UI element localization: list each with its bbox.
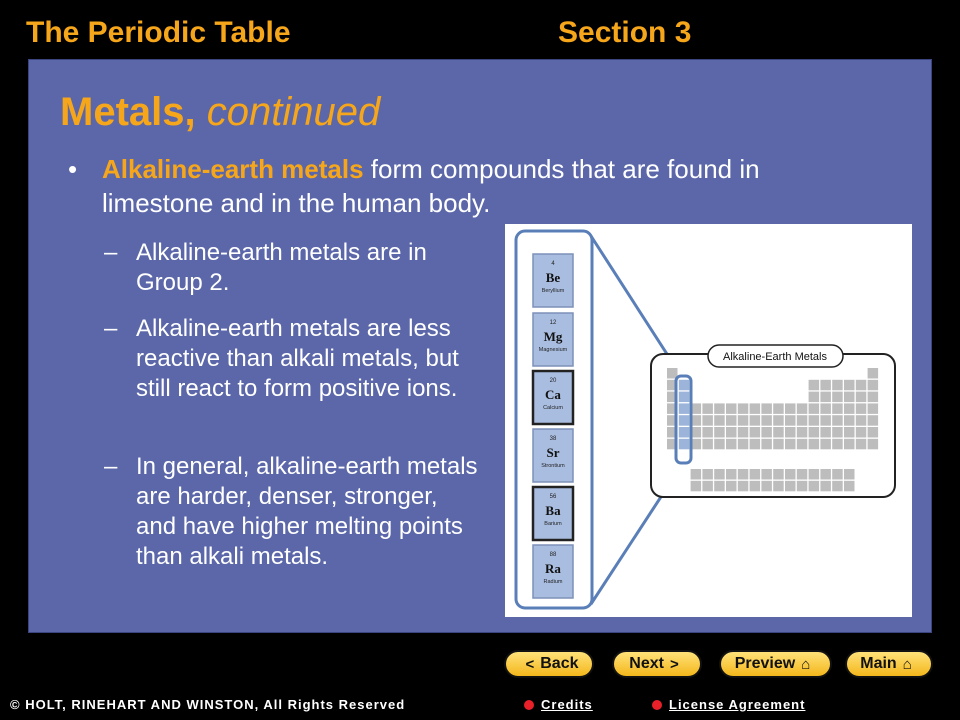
mini-table-cell <box>820 392 831 403</box>
mini-table-cell <box>844 481 855 492</box>
element-tile-be <box>533 254 573 307</box>
mini-table-cell <box>714 439 725 450</box>
mini-table-cell <box>868 403 879 414</box>
license-label: License Agreement <box>669 697 806 712</box>
mini-table-cell <box>761 469 772 480</box>
element-tile-ba <box>533 487 573 540</box>
mini-table-cell <box>726 403 737 414</box>
mini-table-cell <box>714 427 725 438</box>
mini-table-cell <box>809 427 820 438</box>
mini-table-cell <box>785 439 796 450</box>
element-symbol: Ba <box>545 503 561 518</box>
mini-table-cell <box>785 427 796 438</box>
mini-table-cell <box>679 403 690 414</box>
mini-table-cell <box>832 439 843 450</box>
mini-table-cell <box>856 415 867 426</box>
element-name: Beryllium <box>541 288 565 294</box>
element-number: 20 <box>549 378 557 384</box>
dash: – <box>104 239 118 266</box>
element-symbol: Mg <box>543 329 563 344</box>
credits-link[interactable] <box>524 697 593 712</box>
mini-table-cell <box>750 481 761 492</box>
sub-bullet-text: Alkaline-earth metals are less reactive than alkali metals, but still react to form positive ions. <box>136 315 459 402</box>
mini-table-cell <box>785 415 796 426</box>
element-number: 88 <box>549 552 557 558</box>
title-continued: continued <box>206 90 381 134</box>
mini-table-cell <box>773 469 784 480</box>
element-tile-ca <box>533 371 573 424</box>
home-icon: ⌂ <box>801 655 811 673</box>
mini-table-cell <box>714 469 725 480</box>
mini-table-cell <box>832 415 843 426</box>
mini-table-cell <box>738 439 749 450</box>
license-link[interactable] <box>652 697 805 712</box>
mini-table-cell <box>726 481 737 492</box>
mini-table-cell <box>738 415 749 426</box>
mini-table-cell <box>702 469 713 480</box>
mini-table-cell <box>832 392 843 403</box>
mini-table-cell <box>832 481 843 492</box>
mini-table-cell <box>679 380 690 391</box>
home-icon: ⌂ <box>902 655 912 673</box>
mini-table-cell <box>679 439 690 450</box>
mini-table-cell <box>738 481 749 492</box>
mini-table-cell <box>773 427 784 438</box>
mini-table-cell <box>797 403 808 414</box>
mini-table-cell <box>738 403 749 414</box>
mini-table-cell <box>702 415 713 426</box>
mini-table-cell <box>750 403 761 414</box>
mini-table-cell <box>797 439 808 450</box>
element-tile-mg <box>533 313 573 366</box>
periodic-table-figure <box>505 224 912 617</box>
back-button[interactable] <box>504 650 594 678</box>
section-number: Section 3 <box>558 16 692 49</box>
preview-label: Preview <box>734 655 796 672</box>
bullet-dot: • <box>68 154 78 184</box>
mini-table-cell <box>844 427 855 438</box>
mini-table-cell <box>773 439 784 450</box>
sub-bullet-text: In general, alkaline-earth metals are harder, denser, stronger, and have higher melting points than alkali metals. <box>136 453 478 570</box>
mini-table-cell <box>832 469 843 480</box>
sub-bullet-text: Alkaline-earth metals are in Group 2. <box>136 239 427 296</box>
arrow-left-icon: < <box>525 655 535 673</box>
mini-table-cell <box>761 427 772 438</box>
copyright-text: © HOLT, RINEHART AND WINSTON, All Rights Reserved <box>10 697 406 712</box>
main-label: Main <box>860 655 897 672</box>
mini-table-cell <box>809 392 820 403</box>
mini-table-cell <box>714 415 725 426</box>
mini-table-cell <box>868 392 879 403</box>
mini-table-cell <box>714 481 725 492</box>
mini-table-cell <box>820 415 831 426</box>
mini-table-cell <box>809 469 820 480</box>
mini-table-cell <box>761 403 772 414</box>
mini-table-cell <box>702 439 713 450</box>
element-number: 38 <box>549 436 557 442</box>
mini-table-cell <box>820 427 831 438</box>
arrow-right-icon: > <box>669 655 679 673</box>
mini-table-cell <box>809 439 820 450</box>
mini-table-cell <box>679 427 690 438</box>
mini-table-cell <box>726 427 737 438</box>
element-symbol: Sr <box>546 445 560 460</box>
mini-table-cell <box>832 427 843 438</box>
figure-label: Alkaline-Earth Metals <box>723 351 827 363</box>
main-button[interactable] <box>845 650 933 678</box>
mini-table-cell <box>773 481 784 492</box>
mini-table-cell <box>773 415 784 426</box>
mini-table-cell <box>761 415 772 426</box>
bullet-text <box>102 152 772 220</box>
mini-table-cell <box>856 392 867 403</box>
mini-table-cell <box>702 403 713 414</box>
bullet-dot-icon <box>524 700 534 710</box>
back-label: Back <box>540 655 579 672</box>
mini-table-cell <box>761 439 772 450</box>
mini-table-cell <box>761 481 772 492</box>
mini-table-cell <box>797 481 808 492</box>
mini-table-cell <box>691 469 702 480</box>
mini-table-cell <box>868 427 879 438</box>
mini-table-cell <box>844 439 855 450</box>
mini-table-cell <box>726 415 737 426</box>
credits-label: Credits <box>541 697 593 712</box>
mini-table-cell <box>844 392 855 403</box>
mini-table-cell <box>856 380 867 391</box>
next-label: Next <box>629 655 664 672</box>
mini-table-cell <box>797 415 808 426</box>
mini-table-cell <box>797 469 808 480</box>
mini-table-cell <box>832 403 843 414</box>
element-symbol: Ra <box>545 561 561 576</box>
element-symbol: Ca <box>545 387 561 402</box>
bullet-dot-icon <box>652 700 662 710</box>
mini-table-cell <box>844 403 855 414</box>
element-name: Barium <box>544 521 562 527</box>
title-main: Metals, <box>60 90 196 134</box>
mini-table-cell <box>750 427 761 438</box>
mini-table-cell <box>820 481 831 492</box>
dash: – <box>104 453 118 480</box>
element-tile-sr <box>533 429 573 482</box>
section-title: The Periodic Table <box>26 16 291 49</box>
preview-button[interactable] <box>719 650 832 678</box>
mini-table-cell <box>785 469 796 480</box>
element-name: Magnesium <box>538 347 568 353</box>
mini-table-cell <box>738 427 749 438</box>
element-name: Radium <box>543 579 563 585</box>
bullet-rest: form compounds that are found in limestone and in the human body. <box>102 154 760 218</box>
mini-table-cell <box>820 380 831 391</box>
mini-table-cell <box>844 380 855 391</box>
mini-table-cell <box>844 469 855 480</box>
element-number: 12 <box>549 320 557 326</box>
mini-table-cell <box>726 469 737 480</box>
mini-table-cell <box>750 415 761 426</box>
element-symbol: Be <box>545 270 561 285</box>
element-name: Strontium <box>541 463 565 469</box>
mini-table-cell <box>868 368 879 379</box>
mini-table-cell <box>750 469 761 480</box>
slide-title <box>60 90 380 135</box>
mini-table-cell <box>809 481 820 492</box>
mini-table-cell <box>691 481 702 492</box>
mini-table-cell <box>809 415 820 426</box>
mini-table-cell <box>820 439 831 450</box>
mini-table-cell <box>832 380 843 391</box>
mini-table-cell <box>702 427 713 438</box>
next-button[interactable] <box>612 650 702 678</box>
mini-table-cell <box>679 415 690 426</box>
mini-table-cell <box>820 403 831 414</box>
mini-table-cell <box>868 380 879 391</box>
mini-table-cell <box>809 380 820 391</box>
mini-table-cell <box>785 481 796 492</box>
mini-table-cell <box>820 469 831 480</box>
mini-table-cell <box>750 439 761 450</box>
element-tile-ra <box>533 545 573 598</box>
element-number: 4 <box>551 261 555 267</box>
dash: – <box>104 315 118 342</box>
mini-table-cell <box>797 427 808 438</box>
mini-table-cell <box>714 403 725 414</box>
mini-table-cell <box>738 469 749 480</box>
mini-table-cell <box>726 439 737 450</box>
bullet-highlight: Alkaline-earth metals <box>102 154 364 184</box>
mini-table-cell <box>773 403 784 414</box>
mini-table-cell <box>868 439 879 450</box>
mini-table-cell <box>856 403 867 414</box>
element-number: 56 <box>549 494 557 500</box>
mini-table-cell <box>809 403 820 414</box>
mini-table-cell <box>679 392 690 403</box>
mini-table-cell <box>868 415 879 426</box>
mini-table-cell <box>856 439 867 450</box>
mini-table-cell <box>844 415 855 426</box>
mini-table-cell <box>702 481 713 492</box>
mini-table-cell <box>785 403 796 414</box>
mini-table-cell <box>667 368 678 379</box>
mini-table-cell <box>856 427 867 438</box>
element-name: Calcium <box>543 405 563 411</box>
footer-bar <box>0 690 960 720</box>
periodic-table-svg <box>505 224 912 617</box>
